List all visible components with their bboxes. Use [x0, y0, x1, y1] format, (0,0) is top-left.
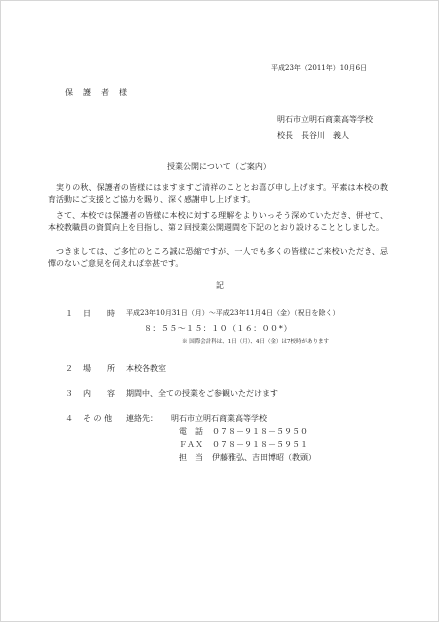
- tel-label: 電 話: [179, 427, 203, 436]
- paragraph-request: つきましては、ご多忙のところ誠に恐縮ですが、一人でも多くの皆様にご来校いただき、忌憚のないご意見を伺えれば幸甚です。: [48, 247, 388, 268]
- item-number-content: ３: [65, 389, 73, 398]
- contact-school: 明石市立明石商業高等学校: [171, 414, 267, 423]
- staff-label: 担 当: [179, 453, 203, 462]
- contact-label: 連絡先：: [126, 414, 158, 423]
- document-title: 授業公開について（ご案内）: [167, 162, 271, 171]
- fax-number: ０７８－９１８－５９５１: [212, 440, 308, 449]
- item-value-place: 本校各教室: [126, 364, 166, 373]
- item-value-date: 平成23年10月31日（月）～平成23年11月4日（金）（祝日を除く）: [126, 309, 340, 317]
- item-label-content: 内 容: [83, 389, 115, 398]
- item-label-date: 日 時: [83, 309, 115, 318]
- item-note: ※ 国際会計科は、1日（月）、4日（金）は7校時があります: [182, 339, 329, 345]
- addressee: 保 護 者 様: [65, 88, 128, 97]
- staff-names: 伊藤雅弘、吉田博昭（教頭）: [212, 453, 316, 462]
- issue-date: 平成23年（2011年）10月6日: [271, 64, 368, 72]
- paragraph-greeting: 実りの秋、保護者の皆様にはますますご清祥のこととお喜び申し上げます。平素は本校の教育活動にご支援とご協力を賜り、深く感謝申し上げます。: [48, 183, 388, 204]
- item-number-date: １: [65, 309, 73, 318]
- sender-school: 明石市立明石商業高等学校: [277, 115, 373, 124]
- item-number-place: ２: [65, 364, 73, 373]
- item-time: ８：５５～１５：１０（１６：００*）: [144, 324, 293, 333]
- item-number-other: ４: [65, 414, 73, 423]
- item-label-other: そ の 他: [83, 414, 113, 423]
- paragraph-purpose: さて、本校では保護者の皆様に本校に対する理解をよりいっそう深めていただき、併せて、本校教職員の資質向上を目指し、第２回授業公開週間を下記のとおり設けることとしました。: [48, 211, 388, 232]
- fax-label: ＦＡＸ: [179, 440, 203, 449]
- ki-heading: 記: [216, 281, 224, 290]
- item-value-content: 期間中、全ての授業をご参観いただけます: [126, 389, 278, 398]
- item-label-place: 場 所: [83, 364, 115, 373]
- tel-number: ０７８－９１８－５９５０: [212, 427, 308, 436]
- sender-principal: 校長 長谷川 義人: [277, 131, 349, 140]
